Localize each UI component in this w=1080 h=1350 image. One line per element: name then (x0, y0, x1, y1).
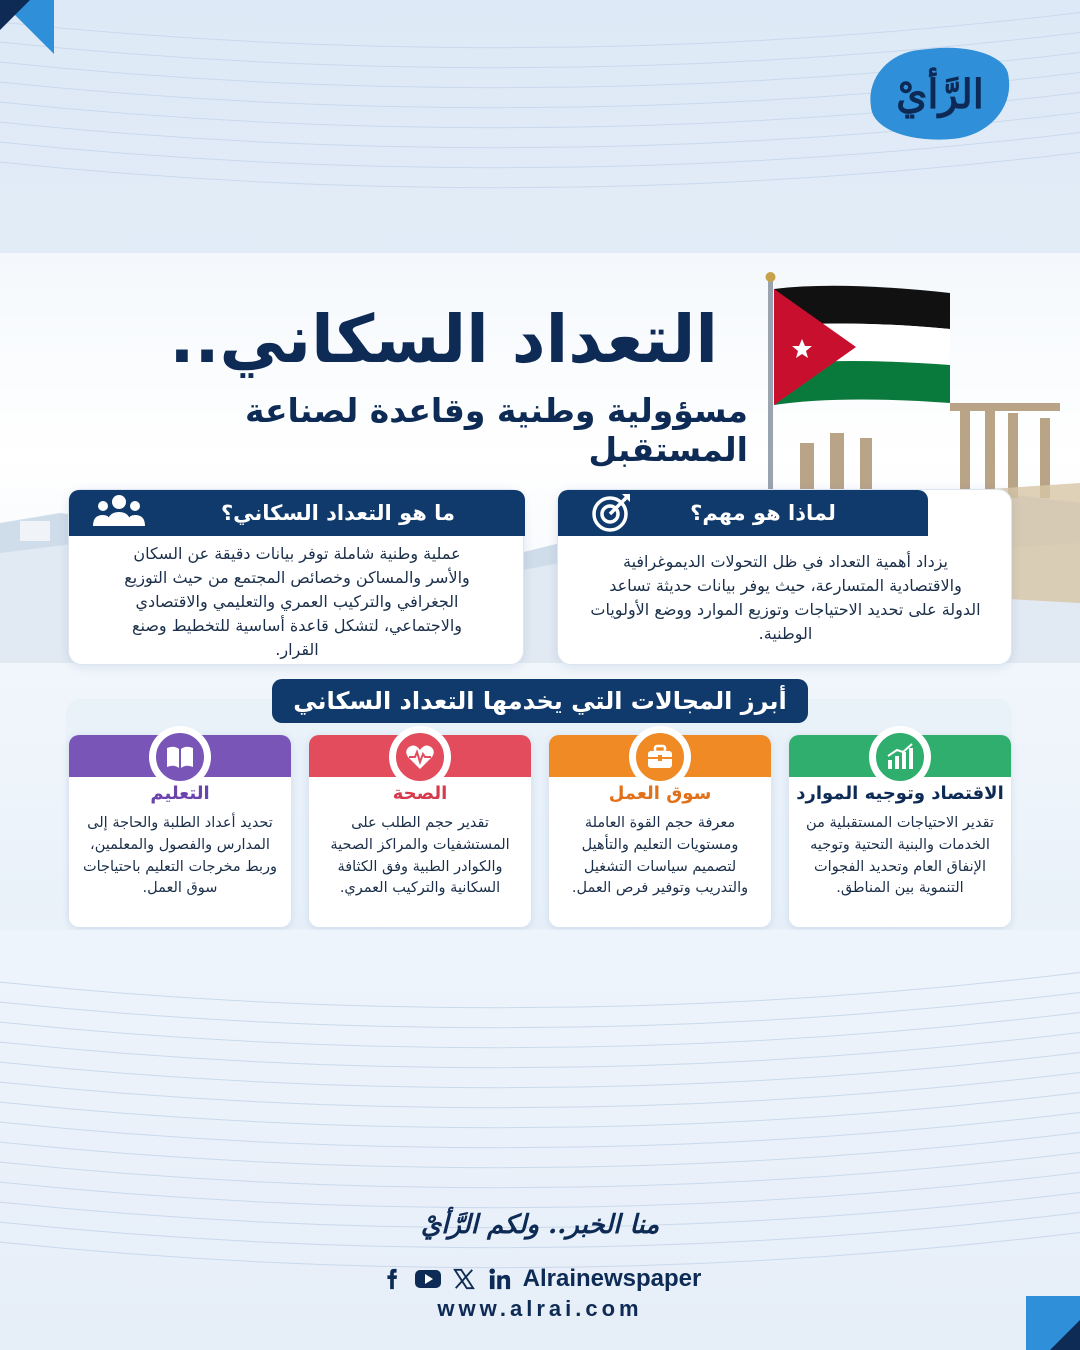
social-links-row (340, 1263, 740, 1295)
youtube-icon[interactable] (415, 1266, 441, 1292)
page-subtitle: مسؤولية وطنية وقاعدة لصناعة المستقبل (244, 391, 748, 469)
corner-accent-bottom-right (1026, 1296, 1080, 1350)
brand-slogan: منا الخبر.. ولكم الرَّأيْ (420, 1210, 660, 1240)
domain-card-economy (789, 735, 1011, 927)
alrai-logo (870, 48, 1010, 140)
domain-card-labor-market (549, 735, 771, 927)
book-icon (152, 729, 208, 785)
page-title: التعداد السكاني.. (169, 301, 718, 378)
domain-title-education: التعليم (150, 783, 210, 804)
people-icon (89, 490, 149, 536)
chart-growth-icon (872, 729, 928, 785)
why-important-heading: لماذا هو مهم؟ (690, 501, 836, 525)
corner-accent-top-left (0, 0, 54, 54)
logo-text: الرَّأيْ (896, 70, 984, 118)
domain-card-health (309, 735, 531, 927)
hero-infographic (0, 253, 1080, 930)
what-is-census-text: عملية وطنية شاملة توفر بيانات دقيقة عن السكان والأسر والمساكن وخصائص المجتمع من حيث التوزيع الجغرافي والتركيب العمري والتعليمي والاقتصادي والاجتماعي، لتشكل قاعدة أساسية للتخطيط وصنع القرار. (124, 544, 470, 659)
why-important-card (557, 489, 1012, 665)
social-handle[interactable]: Alrainewspaper (522, 1265, 702, 1292)
domain-text-health: تقدير حجم الطلب على المستشفيات والمراكز الصحية والكوادر الطبية وفق الكثافة السكانية والتركيب العمري. (330, 815, 510, 897)
why-important-text: يزداد أهمية التعداد في ظل التحولات الديموغرافية والاقتصادية المتسارعة، حيث يوفر بيانات حديثة تساعد الدولة على تحديد الاحتياجات وتوزيع الموارد ووضع الأولويات الوطنية. (590, 552, 981, 643)
domain-text-labor-market: معرفة حجم القوة العاملة ومستويات التعليم والتأهيل لتصميم سياسات التشغيل والتدريب وتوفير فرص العمل. (571, 815, 749, 897)
domain-title-health: الصحة (392, 783, 448, 804)
jordan-flag-icon (760, 267, 960, 497)
what-is-census-card (68, 489, 524, 665)
website-url[interactable]: www.alrai.com (437, 1296, 643, 1321)
heart-pulse-icon (392, 729, 448, 785)
briefcase-icon (632, 729, 688, 785)
what-is-census-heading: ما هو التعداد السكاني؟ (220, 501, 455, 525)
domain-card-education (69, 735, 291, 927)
domain-text-economy: تقدير الاحتياجات المستقبلية من الخدمات والبنية التحتية وتوجيه الإنفاق العام وتحديد الفجوات التنموية بين المناطق. (806, 815, 994, 897)
domains-section-heading: أبرز المجالات التي يخدمها التعداد السكاني (272, 679, 808, 723)
x-icon[interactable] (451, 1266, 477, 1292)
target-icon (580, 490, 640, 536)
domain-text-education: تحديد أعداد الطلبة والحاجة إلى المدارس والفصول والمعلمين، وربط مخرجات التعليم باحتياجات سوق العمل. (82, 815, 278, 897)
facebook-icon[interactable] (379, 1266, 405, 1292)
linkedin-icon[interactable] (487, 1266, 513, 1292)
domain-title-economy: الاقتصاد وتوجيه الموارد (796, 783, 1004, 804)
domain-title-labor-market: سوق العمل (608, 783, 712, 804)
